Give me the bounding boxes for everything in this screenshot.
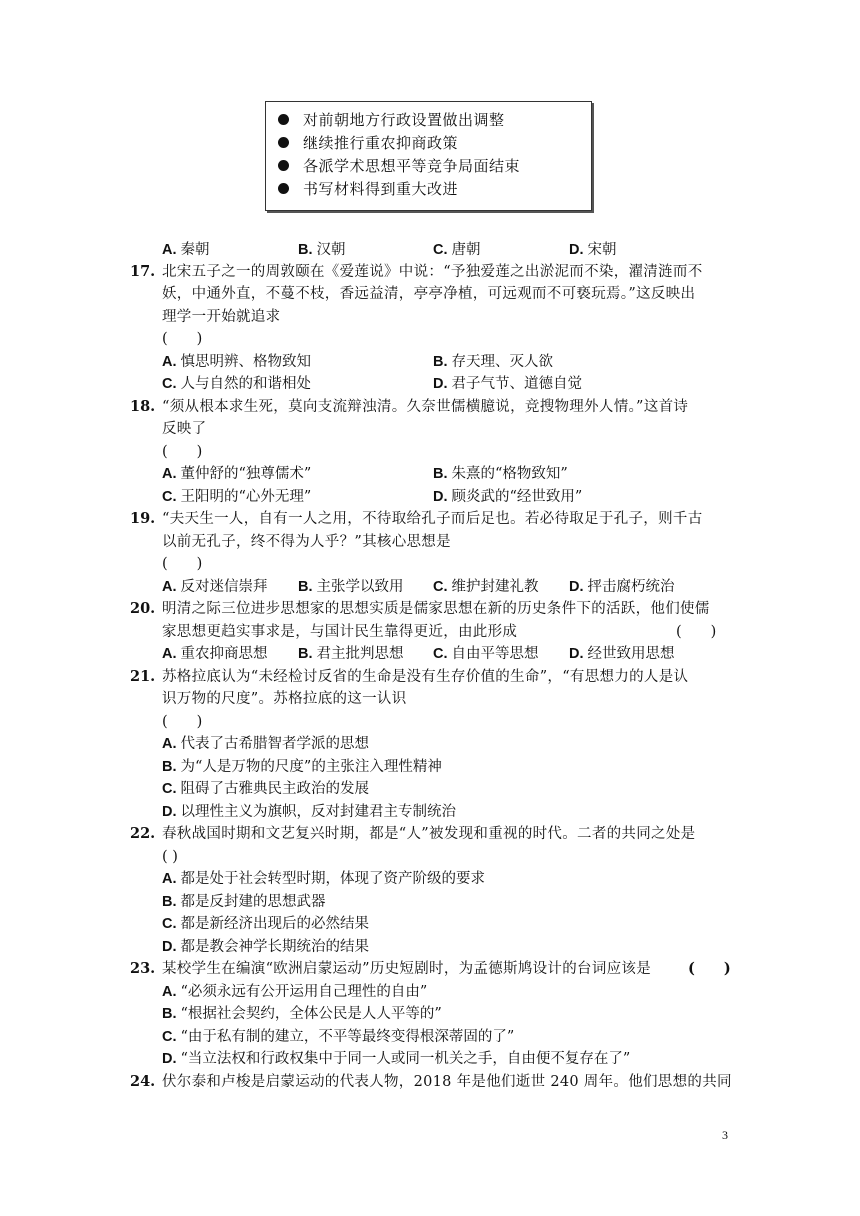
question-text: 家思想更趋实事求是，与国计民生靠得更近，由此形成: [162, 624, 518, 640]
bullet-icon: [278, 137, 289, 148]
question-text: 反映了: [162, 421, 207, 437]
question-text: 苏格拉底认为“未经检讨反省的生命是没有生存价值的生命”，“有思想力的人是认: [162, 669, 689, 685]
answer-paren: ( ): [162, 444, 203, 460]
option-b: B. 君主批判思想: [298, 646, 404, 662]
option-d: D. 经世致用思想: [569, 646, 675, 662]
box-item-text: 各派学术思想平等竞争局面结束: [303, 157, 521, 175]
box-item-text: 书写材料得到重大改进: [303, 180, 459, 198]
option-b: B. 朱熹的“格物致知”: [433, 466, 568, 482]
option-a: A. 重农抑商思想: [162, 646, 268, 662]
bullet-icon: [278, 114, 289, 125]
option-b: B. 主张学以致用: [298, 579, 404, 595]
option-a: A. 代表了古希腊智者学派的思想: [162, 736, 369, 752]
option-b: B. 存天理、灭人欲: [433, 354, 553, 370]
question-text: 以前无孔子，终不得为人乎？”其核心思想是: [162, 534, 451, 550]
question-text: 某校学生在编演“欧洲启蒙运动”历史短剧时，为孟德斯鸠设计的台词应该是: [162, 961, 652, 977]
question-text: 春秋战国时期和文艺复兴时期，都是“人”被发现和重视的时代。二者的共同之处是: [162, 826, 696, 842]
question-text: 北宋五子之一的周敦颐在《爱莲说》中说：“予独爱莲之出淤泥而不染，濯清涟而不: [162, 264, 703, 280]
bullet-icon: [278, 160, 289, 171]
option-c: C. 王阳明的“心外无理”: [162, 489, 312, 505]
question-text: “须从根本求生死，莫向支流辩浊清。久奈世儒横臆说，竞搜物理外人情。”这首诗: [162, 399, 689, 415]
question-number: 24.: [130, 1073, 156, 1090]
answer-paren: ( ): [162, 714, 203, 730]
question-number: 23.: [130, 960, 156, 977]
option-b: B. 为“人是万物的尺度”的主张注入理性精神: [162, 759, 442, 775]
question-text: 伏尔泰和卢梭是启蒙运动的代表人物，2018 年是他们逝世 240 周年。他们思想的共同: [162, 1074, 732, 1090]
option-c: C. 阻碍了古雅典民主政治的发展: [162, 781, 369, 797]
option-d: D. 以理性主义为旗帜，反对封建君主专制统治: [162, 804, 456, 820]
answer-paren: ( ): [162, 849, 178, 865]
question-text: 识万物的尺度”。苏格拉底的这一认识: [162, 691, 407, 707]
question-number: 21.: [130, 668, 156, 685]
box-item: [278, 177, 591, 200]
box-item-text: 继续推行重农抑商政策: [303, 134, 459, 152]
option-c: C. 唐朝: [433, 242, 481, 258]
option-d: D. 都是教会神学长期统治的结果: [162, 939, 369, 955]
option-b: B. 都是反封建的思想武器: [162, 894, 326, 910]
question-text: 理学一开始就追求: [162, 309, 281, 325]
box-item: [278, 131, 591, 154]
option-d: D. 君子气节、道德自觉: [433, 376, 582, 392]
question-text: “夫天生一人，自有一人之用，不待取给孔子而后足也。若必待取足于孔子，则千古: [162, 511, 703, 527]
question-number: 19.: [130, 510, 156, 527]
option-d: D. 顾炎武的“经世致用”: [433, 489, 583, 505]
option-a: A. 反对迷信崇拜: [162, 579, 268, 595]
option-c: C. “由于私有制的建立，不平等最终变得根深蒂固的了”: [162, 1029, 515, 1045]
option-c: C. 人与自然的和谐相处: [162, 376, 311, 392]
option-c: C. 都是新经济出现后的必然结果: [162, 916, 369, 932]
option-b: B. “根据社会契约，全体公民是人人平等的”: [162, 1006, 442, 1022]
option-a: A. 慎思明辨、格物致知: [162, 354, 311, 370]
option-c: C. 维护封建礼教: [433, 579, 539, 595]
answer-paren: ( ): [162, 331, 203, 347]
box-item: [278, 154, 591, 177]
question-text: 明清之际三位进步思想家的思想实质是儒家思想在新的历史条件下的活跃，他们使儒: [162, 601, 710, 617]
material-box: [265, 101, 592, 211]
option-d: D. 宋朝: [569, 242, 617, 258]
option-a: A. 都是处于社会转型时期，体现了资产阶级的要求: [162, 871, 485, 887]
option-a: A. 董仲舒的“独尊儒术”: [162, 466, 312, 482]
bullet-icon: [278, 183, 289, 194]
question-number: 20.: [130, 600, 156, 617]
option-d: D. “当立法权和行政权集中于同一人或同一机关之手，自由便不复存在了”: [162, 1051, 631, 1067]
question-number: 22.: [130, 825, 156, 842]
option-a: A. 秦朝: [162, 242, 210, 258]
option-b: B. 汉朝: [298, 242, 346, 258]
answer-paren: ( ): [676, 624, 717, 640]
question-number: 17.: [130, 263, 156, 280]
question-number: 18.: [130, 398, 156, 415]
option-d: D. 抨击腐朽统治: [569, 579, 675, 595]
page-number: 3: [722, 1128, 728, 1142]
answer-paren: ( ): [688, 960, 731, 977]
option-a: A. “必须永远有公开运用自己理性的自由”: [162, 984, 428, 1000]
option-c: C. 自由平等思想: [433, 646, 539, 662]
question-text: 妖，中通外直，不蔓不枝，香远益清，亭亭净植，可远观而不可亵玩焉。”这反映出: [162, 286, 696, 302]
box-item: [278, 108, 591, 131]
answer-paren: ( ): [162, 556, 203, 572]
box-item-text: 对前朝地方行政设置做出调整: [303, 111, 505, 129]
